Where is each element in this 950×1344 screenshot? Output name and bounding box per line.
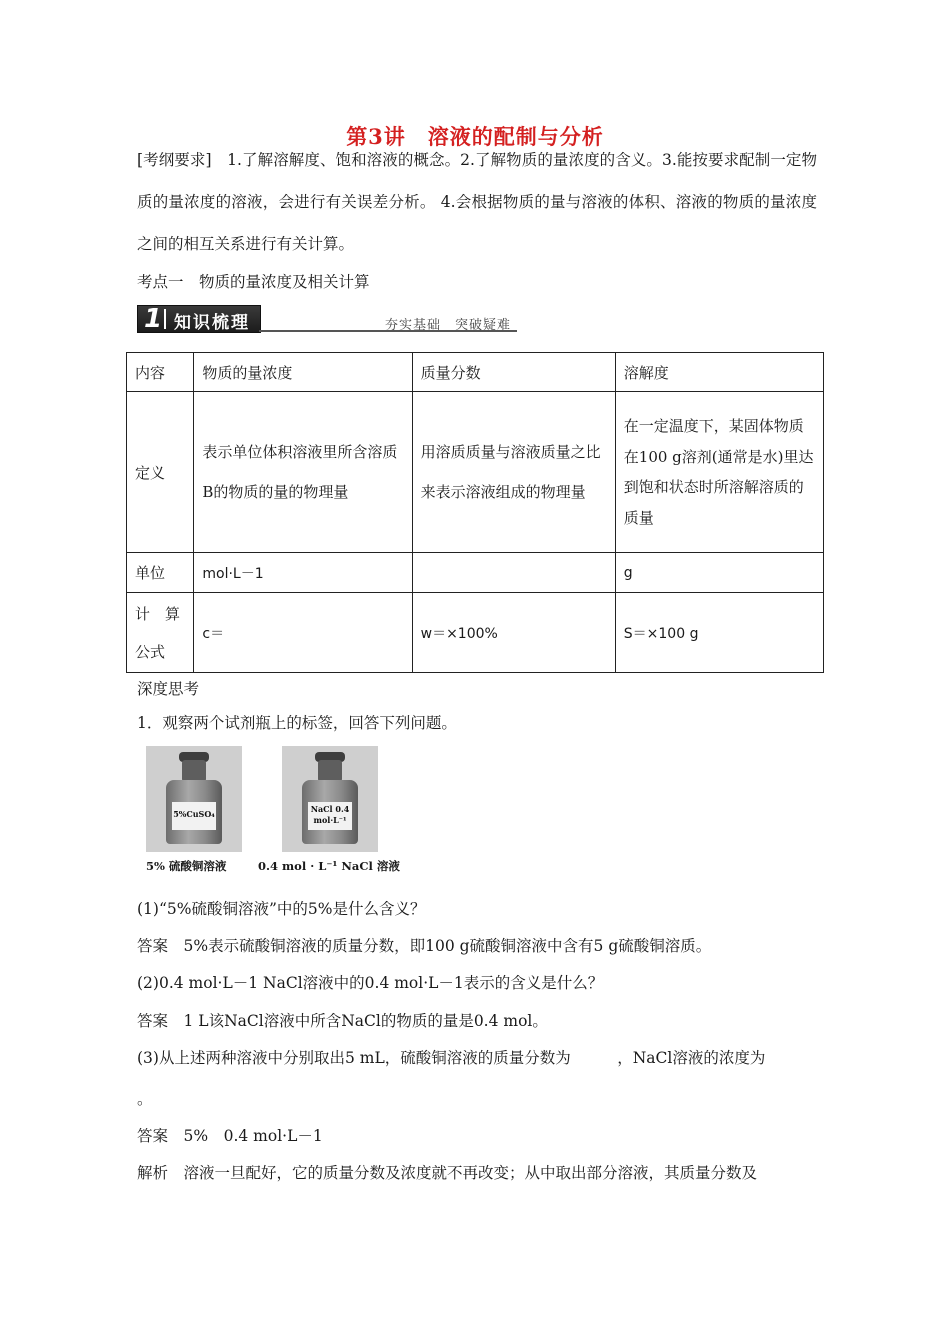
banner-divider [164, 309, 166, 329]
table-cell [412, 392, 615, 553]
question-1-2: (2)0.4 mol·L－1 NaCl溶液中的0.4 mol·L－1表示的含义是什么？ [137, 974, 604, 992]
banner-block [137, 305, 261, 333]
table-header: 质量分数 [412, 353, 615, 392]
row-label: 单位 [127, 553, 194, 593]
bottle-caption: 5% 硫酸铜溶液 [146, 859, 227, 873]
answer-1-1: 答案 5%表示硫酸铜溶液的质量分数，即100 g硫酸铜溶液中含有5 g硫酸铜溶质。 [137, 937, 712, 955]
bottle-neck [182, 760, 206, 782]
bottle-caption: 0.4 mol · L⁻¹ NaCl 溶液 [258, 859, 400, 873]
section-heading: 考点一 物质的量浓度及相关计算 [137, 273, 370, 291]
nacl-bottle-image [282, 746, 378, 852]
table-cell [615, 392, 823, 553]
question-1-1: (1)“5%硫酸铜溶液”中的5%是什么含义？ [137, 900, 426, 918]
question-1-3-end: 。 [137, 1090, 153, 1108]
deep-think-heading: 深度思考 [137, 680, 200, 698]
answer-1-3: 答案 5% 0.4 mol·L－1 [137, 1127, 323, 1145]
bottle-neck [318, 760, 342, 782]
cuso4-bottle-image [146, 746, 242, 852]
table-cell: c＝ [194, 593, 412, 673]
table-header: 物质的量浓度 [194, 353, 412, 392]
table-cell [412, 553, 615, 593]
analysis-1-3: 解析 溶液一旦配好，它的质量分数及浓度就不再改变；从中取出部分溶液，其质量分数及 [137, 1164, 758, 1182]
banner-subtitle: 夯实基础 突破疑难 [385, 318, 512, 333]
table-header-row [127, 353, 824, 392]
table-row [127, 593, 824, 673]
table-header: 溶解度 [615, 353, 823, 392]
table-row [127, 553, 824, 593]
banner-label: 知识梳理 [174, 313, 250, 333]
question-1: 1．观察两个试剂瓶上的标签，回答下列问题。 [137, 714, 457, 732]
table-cell: mol·L－1 [194, 553, 412, 593]
cell-text: 在一定温度下，某固体物质在100 g溶剂(通常是水)里达到饱和状态时所溶解溶质的质量 [623, 417, 814, 527]
bottle-label: NaCl 0.4 mol·L⁻¹ [308, 802, 352, 830]
knowledge-banner [137, 305, 517, 333]
requirements-label: [考纲要求] [137, 151, 212, 169]
cell-text: 用溶质质量与溶液质量之比来表示溶液组成的物理量 [420, 443, 601, 501]
question-1-3: (3)从上述两种溶液中分别取出5 mL，硫酸铜溶液的质量分数为 ，NaCl溶液的浓度为 [137, 1049, 766, 1067]
cell-text: 表示单位体积溶液里所含溶质B的物质的量的物理量 [202, 443, 398, 501]
table-cell: w＝×100% [412, 593, 615, 673]
answer-1-2: 答案 1 L该NaCl溶液中所含NaCl的物质的量是0.4 mol。 [137, 1012, 548, 1030]
bottle-figure [144, 746, 400, 874]
requirements-paragraph [137, 139, 817, 265]
bottle-label: 5%CuSO₄ [172, 802, 216, 830]
lesson-title: 第3讲 溶液的配制与分析 [346, 124, 604, 149]
table-row [127, 392, 824, 553]
row-label: 定义 [127, 392, 194, 553]
table-header: 内容 [127, 353, 194, 392]
table-cell: g [615, 553, 823, 593]
row-label [127, 593, 194, 673]
requirements-text: 1.了解溶解度、饱和溶液的概念。2.了解物质的量浓度的含义。3.能按要求配制一定物质的量浓度的溶液，会进行有关误差分析。 4.会根据物质的量与溶液的体积、溶液的物质的量浓度之间的相互关系进行有关计算。 [137, 151, 817, 253]
table-cell [194, 392, 412, 553]
table-cell: S＝×100 g [615, 593, 823, 673]
row-label-text: 计 算公式 [135, 604, 181, 661]
concept-table [126, 352, 824, 673]
banner-number: 1 [144, 304, 163, 334]
